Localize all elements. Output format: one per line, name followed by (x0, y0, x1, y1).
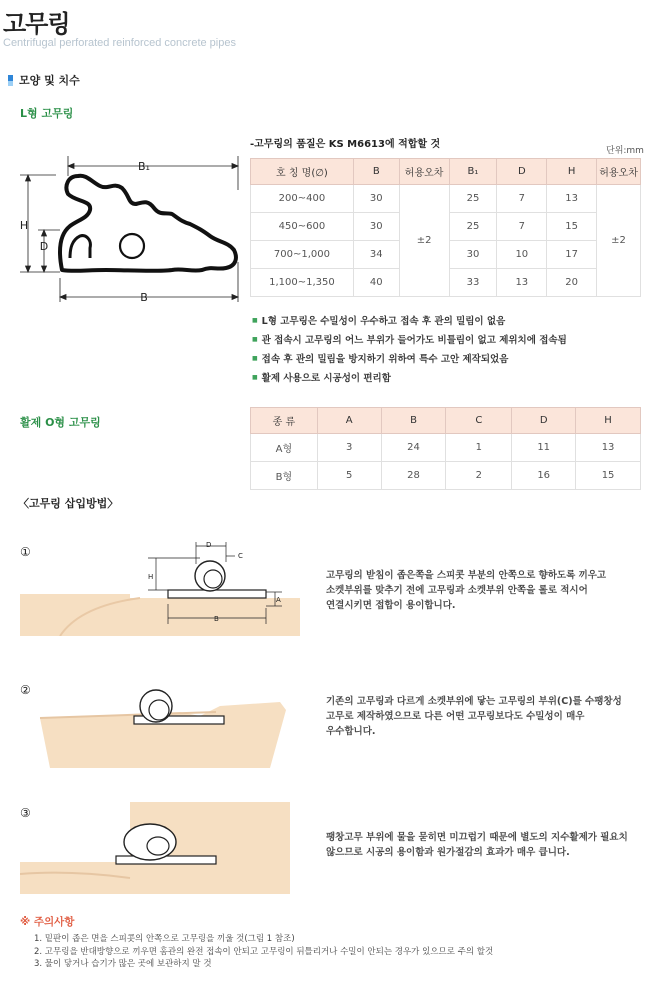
step-2-diagram (20, 676, 310, 776)
page-subtitle: Centrifugal perforated reinforced concrete pipes (3, 37, 236, 49)
table-cell: 13 (547, 185, 597, 213)
o-type-title: 활제 O형 고무링 (20, 416, 101, 429)
table-cell: 10 (497, 241, 547, 269)
label-h: H (148, 573, 154, 581)
table-header: H (576, 408, 641, 434)
table-cell: 40 (353, 269, 399, 297)
table-cell: A형 (251, 434, 318, 462)
table-cell: B형 (251, 462, 318, 490)
label-b1: B₁ (138, 160, 150, 173)
table-cell: 25 (449, 185, 497, 213)
caution-list (34, 933, 493, 971)
l-type-title: L형 고무링 (20, 107, 74, 120)
step-1-description (326, 568, 606, 613)
unit-label: 단위:mm (606, 146, 644, 156)
label-b: B (214, 615, 219, 623)
table-row (251, 185, 641, 213)
section-bullet-icon (8, 75, 13, 86)
label-c: C (238, 552, 243, 560)
list-item: 2. 고무링을 반대방향으로 끼우면 홈관의 완전 접속이 안되고 고무링이 뒤틀리거나 수밀이 안되는 경우가 있으므로 주의 할것 (34, 946, 494, 957)
table-header: B (381, 408, 446, 434)
label-d: D (206, 541, 212, 549)
step-3-diagram (20, 796, 310, 896)
table-cell: 3 (317, 434, 381, 462)
table-header: 허용오차 (597, 159, 641, 185)
table-header: B (353, 159, 399, 185)
table-cell-tolerance: ±2 (597, 185, 641, 297)
step-1-diagram (20, 536, 300, 636)
label-d: D (39, 240, 49, 253)
table-cell: 34 (353, 241, 399, 269)
list-item: ■ 활제 사용으로 시공성이 편리함 (252, 369, 567, 388)
list-item: ■ L형 고무링은 수밀성이 우수하고 접속 후 관의 밀림이 없음 (252, 312, 567, 331)
description-line: 소켓부위를 맞추기 전에 고무링과 소켓부위 안쪽을 롤로 적시어 (326, 585, 588, 596)
description-line: 고무로 제작하였으므로 다른 어떤 고무링보다도 수밀성이 매우 (326, 711, 585, 722)
list-item: 1. 밑판이 좁은 면을 스피콧의 안쪽으로 고무링을 끼울 것(그림 1 참조) (34, 934, 295, 944)
l-type-spec-table (250, 158, 641, 297)
section-title: 모양 및 치수 (19, 74, 80, 87)
table-cell: 2 (446, 462, 512, 490)
table-row (251, 434, 641, 462)
table-cell: 33 (449, 269, 497, 297)
table-cell: 7 (497, 185, 547, 213)
table-cell: 5 (317, 462, 381, 490)
table-cell: 25 (449, 213, 497, 241)
label-b: B (140, 291, 148, 304)
table-cell: 24 (381, 434, 446, 462)
table-cell: 15 (576, 462, 641, 490)
table-cell: 13 (497, 269, 547, 297)
hole-circle (120, 234, 144, 258)
list-item: ■ 관 접속시 고무링의 어느 부위가 들어가도 비틀림이 없고 제위치에 접속됨 (252, 331, 567, 350)
table-header: A (317, 408, 381, 434)
table-cell: 20 (547, 269, 597, 297)
table-cell: 7 (497, 213, 547, 241)
table-cell: 30 (353, 185, 399, 213)
table-header: D (512, 408, 576, 434)
table-cell: 16 (512, 462, 576, 490)
step-3-description (326, 830, 628, 860)
table-cell: 1 (446, 434, 512, 462)
table-cell: 1,100~1,350 (251, 269, 354, 297)
table-header: 종 류 (251, 408, 318, 434)
list-item: 3. 물이 닿거나 습기가 많은 곳에 보관하지 말 것 (34, 959, 212, 969)
table-row (251, 462, 641, 490)
step-number: ② (20, 683, 31, 697)
page-title: 고무링 (3, 10, 70, 38)
table-cell: 30 (353, 213, 399, 241)
step-2-description (326, 694, 622, 739)
description-line: 우수합니다. (326, 726, 376, 737)
step-number: ① (20, 545, 31, 559)
table-cell: 15 (547, 213, 597, 241)
description-line: 고무링의 받침이 좁은쪽을 스피콧 부분의 안쪽으로 향하도록 끼우고 (326, 570, 607, 581)
method-title: 〈고무링 삽입방법〉 (18, 497, 119, 510)
table-header: D (497, 159, 547, 185)
description-line: 않으므로 시공의 용이함과 원가절감의 효과가 매우 큽니다. (326, 847, 570, 858)
label-a: A (276, 596, 281, 604)
table-header: 호 칭 명(∅) (251, 159, 354, 185)
table-cell: 17 (547, 241, 597, 269)
quality-note: -고무링의 품질은 KS M6613에 적합할 것 (250, 139, 441, 150)
l-type-profile-diagram (16, 150, 246, 305)
table-cell: 11 (512, 434, 576, 462)
table-cell: 200~400 (251, 185, 354, 213)
table-cell: 28 (381, 462, 446, 490)
feature-list (252, 312, 567, 388)
table-cell: 13 (576, 434, 641, 462)
table-header: H (547, 159, 597, 185)
step-number: ③ (20, 806, 31, 820)
description-line: 팽창고무 부위에 물을 묻히면 미끄럽기 때문에 별도의 지수활제가 필요치 (326, 832, 628, 843)
list-item: ■ 접속 후 관의 밀림을 방지하기 위하여 특수 고안 제작되었음 (252, 350, 567, 369)
caution-title: ※ 주의사항 (20, 916, 75, 928)
table-cell: 450~600 (251, 213, 354, 241)
table-header: B₁ (449, 159, 497, 185)
table-header: C (446, 408, 512, 434)
description-line: 기존의 고무링과 다르게 소켓부위에 닿는 고무링의 부위(C)를 수팽창성 (326, 696, 622, 707)
table-cell: 30 (449, 241, 497, 269)
rubber-ring-profile (60, 176, 236, 271)
description-line: 연결시키면 접합이 용이합니다. (326, 600, 456, 611)
o-type-spec-table (250, 407, 641, 490)
label-h: H (19, 219, 29, 232)
table-cell: 700~1,000 (251, 241, 354, 269)
table-header: 허용오차 (399, 159, 449, 185)
section-header (8, 72, 80, 88)
table-cell-tolerance: ±2 (399, 185, 449, 297)
